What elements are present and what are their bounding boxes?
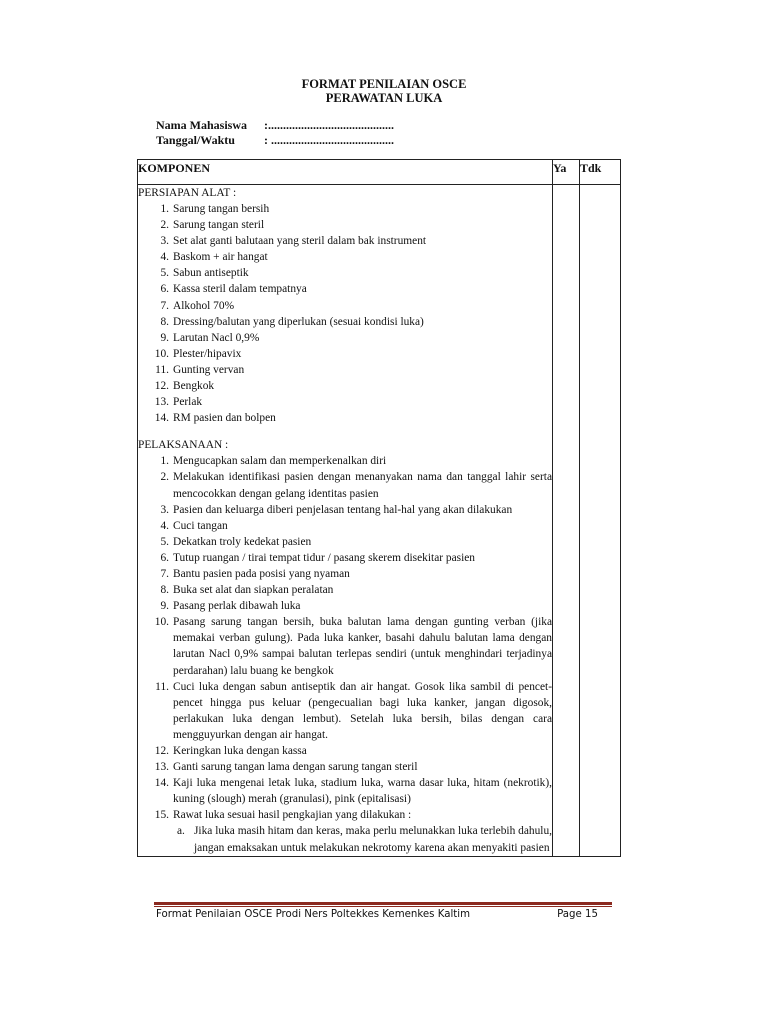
page-footer [156,909,598,920]
item-text: Dressing/balutan yang diperlukan (sesuai kondisi luka) [173,315,424,328]
item-number: 8. [160,584,169,597]
list-item [138,614,552,678]
item-text: Buka set alat dan siapkan peralatan [173,584,334,597]
list-item [138,566,552,582]
list-item [138,362,552,378]
list-item [138,598,552,614]
list-item [138,394,552,410]
item-number: 6. [160,551,169,564]
item-text: Alkohol 70% [173,299,235,312]
item-number: 5. [160,267,169,280]
footer-rule [154,902,612,905]
item-number: 2. [160,219,169,232]
list-item [138,453,552,469]
table-header-row [138,160,621,185]
list-item [138,502,552,518]
list-item [138,233,552,249]
item-text: Kaji luka mengenai letak luka, stadium luka, warna dasar luka, hitam (nekrotik), kuning (slough) merah (granulasi), pink (epitalisasi) [173,777,552,806]
item-text: Sarung tangan steril [173,219,265,232]
item-number: 14. [154,412,169,425]
item-text: Kassa steril dalam tempatnya [173,283,307,296]
item-number: 2. [160,471,169,484]
item-number: 15. [154,809,169,822]
item-number: 7. [160,299,169,312]
item-number: 4. [160,251,169,264]
item-number: 5. [160,535,169,548]
item-text: Plester/hipavix [173,347,242,360]
footer-text: Format Penilaian OSCE Prodi Ners Poltekkes Kemenkes Kaltim [156,909,471,920]
item-number: 12. [154,380,169,393]
list-item [138,249,552,265]
table-body-row [138,185,621,857]
title-line-2: PERAWATAN LUKA [325,91,443,105]
item-text: Ganti sarung tangan lama dengan sarung tangan steril [173,761,418,774]
item-number: 10. [154,616,169,629]
item-text: RM pasien dan bolpen [173,412,276,425]
section-heading-pelaksanaan: PELAKSANAAN : [138,439,229,452]
item-text: Pasang perlak dibawah luka [173,600,301,613]
list-item [138,201,552,217]
student-name-label: Nama Mahasiswa [156,118,248,132]
title-line-1: FORMAT PENILAIAN OSCE [301,77,467,91]
list-item [138,346,552,362]
yes-checkbox-column[interactable] [553,185,580,857]
sub-item-marker: a. [177,825,185,838]
item-text: Bantu pasien pada posisi yang nyaman [173,567,350,580]
no-checkbox-column[interactable] [580,185,621,857]
item-number: 3. [160,503,169,516]
item-text: Bengkok [173,380,215,393]
item-text: Pasien dan keluarga diberi penjelasan tentang hal-hal yang akan dilakukan [173,503,513,516]
document-title [0,77,768,105]
item-text: Mengucapkan salam dan memperkenalkan diri [173,455,387,468]
item-number: 1. [160,203,169,215]
list-item [138,679,552,743]
item-number: 7. [160,567,169,580]
item-text: Set alat ganti balutaan yang steril dalam bak instrument [173,235,427,248]
list-item [138,330,552,346]
header-no: Tdk [580,160,621,185]
item-text: Perlak [173,396,203,409]
item-number: 10. [154,347,169,360]
item-number: 3. [160,235,169,248]
section-heading-persiapan: PERSIAPAN ALAT : [138,187,237,199]
item-number: 4. [160,519,169,532]
list-item [138,759,552,775]
item-text: Tutup ruangan / tirai tempat tidur / pasang skerem disekitar pasien [173,551,475,564]
persiapan-list [138,201,552,426]
item-text: Keringkan luka dengan kassa [173,745,307,757]
item-text: Sabun antiseptik [173,267,249,280]
item-text: Rawat luka sesuai hasil pengkajian yang dilakukan : [173,809,412,822]
header-yes: Ya [553,160,580,185]
page-number: Page 15 [557,909,598,920]
item-number: 9. [160,331,169,344]
item-text: Cuci tangan [173,519,228,532]
item-number: 8. [160,315,169,328]
list-item [138,378,552,394]
student-name-row [156,118,394,133]
list-item [138,550,552,566]
item-text: Melakukan identifikasi pasien dengan menanyakan nama dan tanggal lahir serta mencocokkan dengan gelang identitas pasien [173,471,552,500]
item-text: Pasang sarung tangan bersih, buka balutan lama dengan gunting verban (jika memakai verban gulung). Pada luka kanker, basahi dahulu balutan lama dengan larutan Nacl 0,9% sampai balutan terlepas sendiri (untuk menghindari terjadinya perdarahan) lalu buang ke bengkok [173,616,552,677]
list-item [138,217,552,233]
list-item [138,775,552,807]
list-item [138,534,552,550]
item-text: Cuci luka dengan sabun antiseptik dan air hangat. Gosok lika sambil di pencet-pencet hingga pus keluar (pengecualian bagi luka kanker, jangan digosok, perlakukan luka dengan lembut). Setelah luka bersih, bilas dengan cara mengguyurkan dengan air hangat. [173,680,552,741]
student-info [156,118,394,148]
list-item [138,582,552,598]
student-name-field[interactable]: :.......................................... [264,118,394,132]
item-text: Dekatkan troly kedekat pasien [173,535,312,548]
date-time-row [156,133,394,148]
item-number: 1. [160,455,169,468]
item-number: 12. [154,745,169,757]
list-item [138,807,552,823]
list-item [138,518,552,534]
list-item [138,265,552,281]
item-text: Sarung tangan bersih [173,203,270,215]
list-item [138,410,552,426]
item-number: 13. [154,396,169,409]
component-list [138,185,553,857]
item-number: 9. [160,600,169,613]
item-number: 11. [155,680,169,693]
item-number: 13. [154,761,169,774]
item-number: 6. [160,283,169,296]
sub-item-text: Jika luka masih hitam dan keras, maka perlu melunakkan luka terlebih dahulu, jangan emaksakan untuk melakukan nekrotomy karena akan menyakiti pasien [194,825,552,854]
item-text: Gunting vervan [173,363,245,376]
list-item [138,469,552,501]
list-item [138,743,552,759]
list-item [138,281,552,297]
list-item [138,314,552,330]
item-number: 14. [154,777,169,790]
footer-rule-thin [154,906,612,907]
header-component: KOMPONEN [138,160,553,185]
item-text: Baskom + air hangat [173,251,268,264]
item-text: Larutan Nacl 0,9% [173,331,260,344]
assessment-table [137,159,621,857]
date-time-field[interactable]: : ......................................... [264,133,394,147]
list-item [138,298,552,314]
date-time-label: Tanggal/Waktu [156,133,235,147]
sub-item [138,823,552,855]
item-number: 11. [155,363,169,376]
pelaksanaan-list [138,453,552,823]
